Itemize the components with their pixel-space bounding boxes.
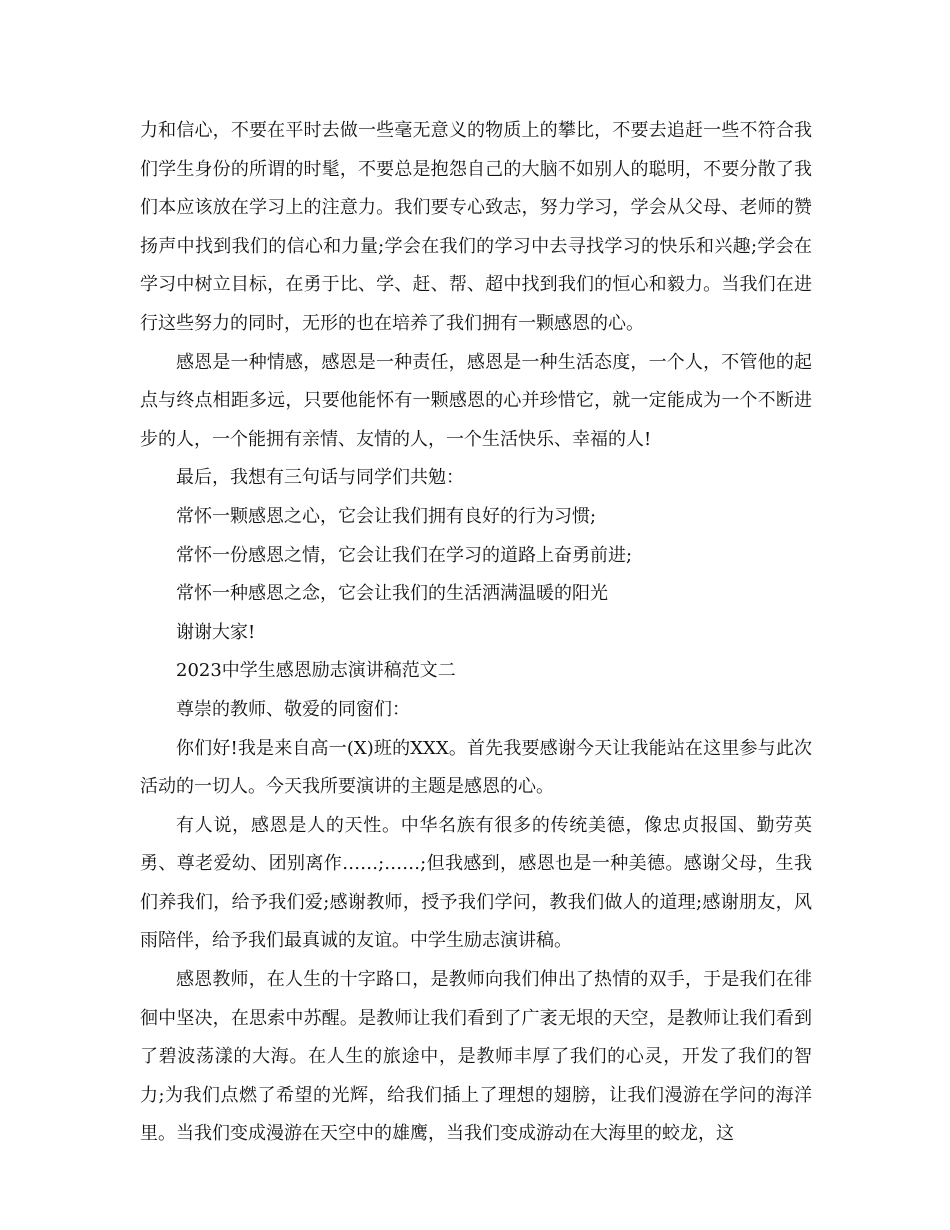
paragraph-2: 感恩是一种情感，感恩是一种责任，感恩是一种生活态度，一个人，不管他的起点与终点相距多远，只要他能怀有一颗感恩的心并珍惜它，就一定能成为一个不断进步的人，一个能拥有亲情、友情的人，一个生活快乐、幸福的人! (140, 351, 812, 450)
paragraph-5: 常怀一份感恩之情，它会让我们在学习的道路上奋勇前进; (176, 544, 633, 566)
section-heading: 2023中学生感恩励志演讲稿范文二 (176, 660, 456, 682)
paragraph-11: 有人说，感恩是人的天性。中华名族有很多的传统美德，像忠贞报国、勤劳英勇、尊老爱幼、团别离作……;……;但我感到，感恩也是一种美德。感谢父母，生我们养我们，给予我们爱;感谢教师，授予我们学问，教我们做人的道理;感谢朋友，风雨陪伴，给予我们最真诚的友谊。中学生励志演讲稿。 (140, 814, 812, 952)
paragraph-7: 谢谢大家! (176, 621, 256, 643)
salutation: 尊崇的教师、敬爱的同窗们： (176, 698, 410, 720)
paragraph-4: 常怀一颗感恩之心，它会让我们拥有良好的行为习惯; (176, 505, 597, 527)
paragraph-12: 感恩教师，在人生的十字路口，是教师向我们伸出了热情的双手，于是我们在徘徊中坚决，在思索中苏醒。是教师让我们看到了广袤无垠的天空，是教师让我们看到了碧波荡漾的大海。在人生的旅途中，是教师丰厚了我们的心灵，开发了我们的智力;为我们点燃了希望的光辉，给我们插上了理想的翅膀，让我们漫游在学问的海洋里。当我们变成漫游在天空中的雄鹰，当我们变成游动在大海里的蛟龙，这 (140, 969, 812, 1145)
paragraph-3: 最后，我想有三句话与同学们共勉： (176, 467, 464, 489)
paragraph-1: 力和信心，不要在平时去做一些毫无意义的物质上的攀比，不要去追赶一些不符合我们学生身份的所谓的时髦，不要总是抱怨自己的大脑不如别人的聪明，不要分散了我们本应该放在学习上的注意力。我们要专心致志，努力学习，学会从父母、老师的赞扬声中找到我们的信心和力量;学会在我们的学习中去寻找学习的快乐和兴趣;学会在学习中树立目标，在勇于比、学、赶、帮、超中找到我们的恒心和毅力。当我们在进行这些努力的同时，无形的也在培养了我们拥有一颗感恩的心。 (140, 120, 812, 334)
paragraph-6: 常怀一种感恩之念，它会让我们的生活洒满温暖的阳光 (176, 583, 608, 605)
paragraph-10: 你们好!我是来自高一(X)班的XXX。首先我要感谢今天让我能站在这里参与此次活动的一切人。今天我所要演讲的主题是感恩的心。 (140, 737, 812, 798)
document-body (140, 112, 812, 1154)
